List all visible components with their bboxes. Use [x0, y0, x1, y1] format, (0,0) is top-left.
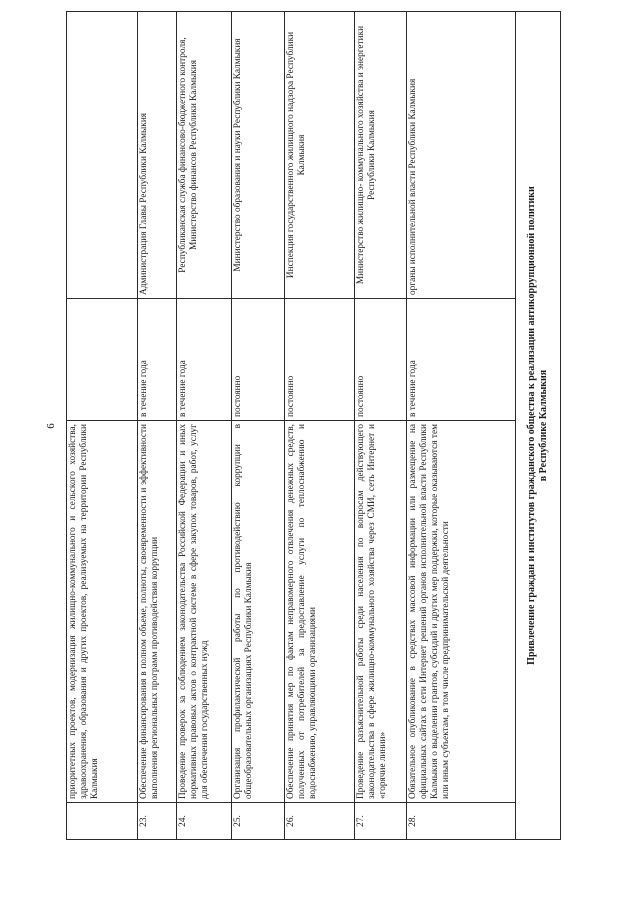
row-responsible	[67, 12, 138, 299]
row-responsible: Инспекция государственного жилищного надзора Республики Калмыкия	[285, 12, 355, 299]
row-responsible: Министерство образования и науки Республики Калмыкия	[232, 12, 285, 299]
section-heading-line1: Привлечение граждан и институтов гражданского общества к реализации антикоррупционной политики	[526, 186, 538, 665]
row-term: постоянно	[285, 299, 355, 421]
anticorruption-plan-table	[66, 11, 561, 840]
table-row	[407, 12, 516, 840]
row-action: приоритетных проектов, модернизация жилищно-коммунального и сельского хозяйства, здравоохранения, образования и других проектов, реализуемых на территории Республики Калмыкия	[67, 421, 138, 803]
row-action: Обеспечение финансирования в полном объеме, полноты, своевременности и эффективности выполнения региональных программ противодействия коррупции	[138, 421, 177, 803]
table-row	[67, 12, 138, 840]
row-number: 24.	[177, 803, 232, 840]
row-number	[67, 803, 138, 840]
row-action: Обязательное опубликование в средствах массовой информации или размещение на официальных сайтах в сети Интернет решений органов исполнительной власти Республики Калмыкия о выделении грантов, субсидий и других мер поддержки, которые оказываются тем или иным субъектам, в том числе предпринимательской деятельности	[407, 421, 516, 803]
row-action: Проведение проверок за соблюдением законодательства Российской Федерации и иных нормативных правовых актов о контрактной системе в сфере закупок товаров, работ, услуг для обеспечения государственных нужд	[177, 421, 232, 803]
table-row	[355, 12, 407, 840]
row-number: 27.	[355, 803, 407, 840]
table-row	[138, 12, 177, 840]
table-row	[177, 12, 232, 840]
row-term: в течение года	[138, 299, 177, 421]
section-heading-row	[516, 12, 561, 840]
section-heading	[516, 12, 561, 840]
page-number: 6	[45, 423, 57, 429]
row-term: постоянно	[232, 299, 285, 421]
row-number: 28.	[407, 803, 516, 840]
row-responsible: Министерство жилищно- коммунального хозяйства и энергетики Республики Калмыкия	[355, 12, 407, 299]
table-row	[285, 12, 355, 840]
row-action: Проведение разъяснительной работы среди населения по вопросам действующего законодательства в сфере жилищно-коммунального хозяйства через СМИ, сеть Интернет и «горячие линии»	[355, 421, 407, 803]
row-action: Обеспечение принятия мер по фактам неправомерного отвлечения денежных средств, полученных от потребителей за предоставление услуги по теплоснабжению и водоснабжению, управляющими организациями	[285, 421, 355, 803]
row-term: в течение года	[177, 299, 232, 421]
row-term	[67, 299, 138, 421]
row-responsible: Республиканская служба финансово-бюджетного контроля, Министерство финансов Республики Калмыкия	[177, 12, 232, 299]
row-responsible: Администрация Главы Республики Калмыкия	[138, 12, 177, 299]
table-row	[232, 12, 285, 840]
row-action: Организация профилактической работы по противодействию коррупции в общеобразовательных организациях Республики Калмыкия	[232, 421, 285, 803]
row-responsible: органы исполнительной власти Республики Калмыкия	[407, 12, 516, 299]
row-term: постоянно	[355, 299, 407, 421]
rotated-page-content	[66, 25, 556, 840]
section-heading-line2: в Республике Калмыкия	[538, 369, 549, 482]
row-number: 26.	[285, 803, 355, 840]
row-number: 25.	[232, 803, 285, 840]
row-term: в течение года	[407, 299, 516, 421]
row-number: 23.	[138, 803, 177, 840]
